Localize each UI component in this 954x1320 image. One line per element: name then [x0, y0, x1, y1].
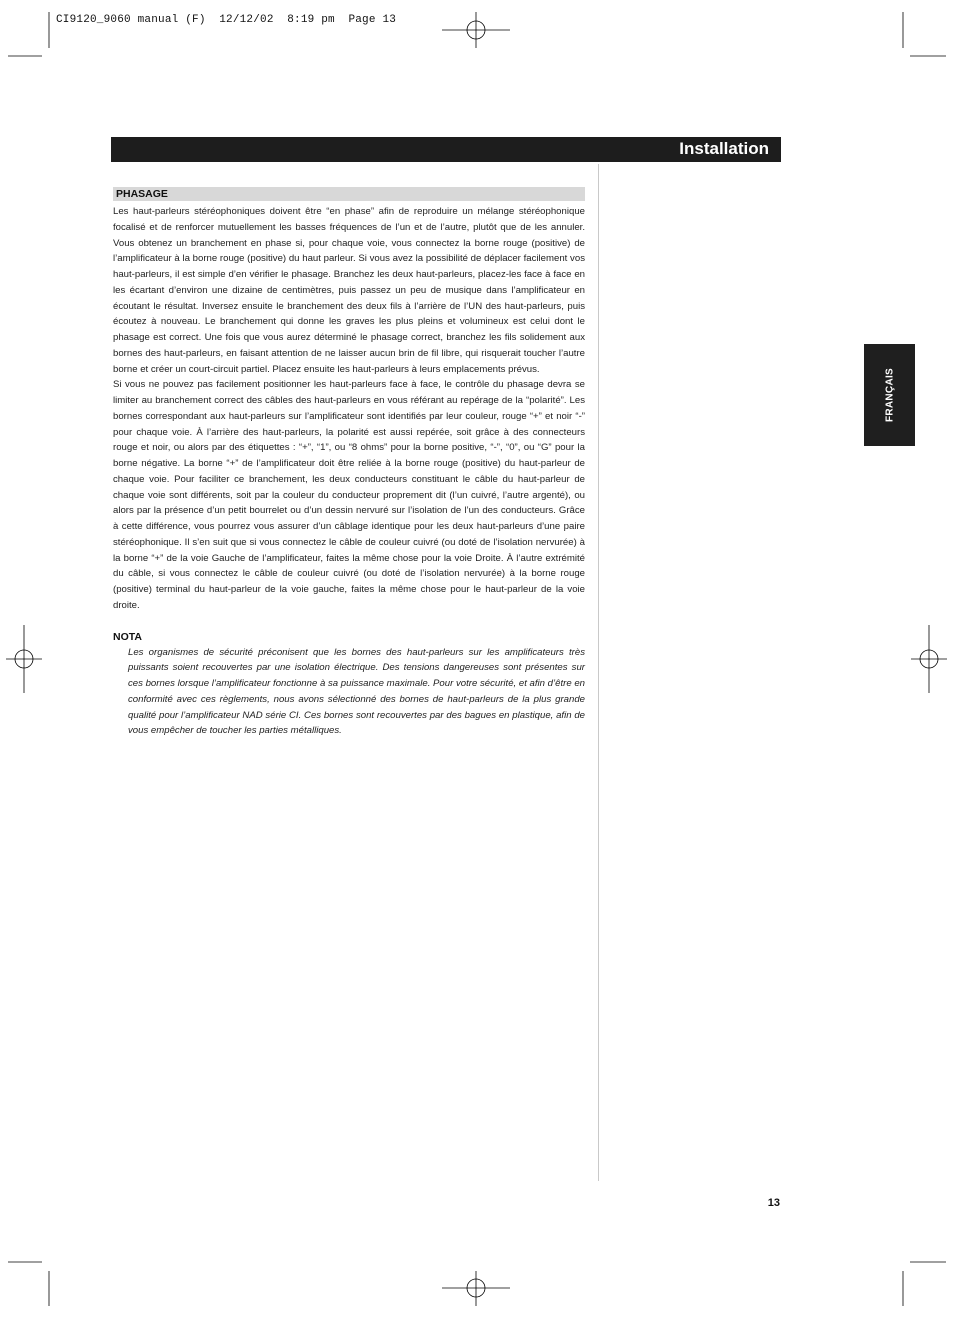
column-divider	[598, 164, 599, 1181]
body-paragraph: Les haut-parleurs stéréophoniques doivent être “en phase” afin de reproduire un mélange stéréophonique focalisé et de renforcer mutuellement les basses fréquences de l’un et de l’autre, plutôt que de les annuler. Vous obtenez un branchement en phase si, pour chaque voie, vous connectez la borne rouge (positive) de l’amplificateur à la borne rouge (positive) du haut parleur. Si vous avez la possibilité de déplacer facilement vos haut-parleurs, il est simple d’en vérifier le phasage. Branchez les deux haut-parleurs, placez-les face à face en les écartant d’environ une dizaine de centimètres, puis passez un peu de musique dans l’amplificateur en écoutant le résultat. Inversez ensuite le branchement des deux fils à l’arrière de l’UN des haut-parleurs, puis écoutez à nouveau. Le branchement qui donne les graves les plus pleins et volumineux est celui dont le phasage est correct. Une fois que vous aurez déterminé le phasage correct, branchez les fils solidement aux bornes des haut-parleurs, en faisant attention de ne laisser aucun brin de fil libre, qui risquerait toucher l’autre borne et créer un court-circuit partiel. Placez ensuite les haut-parleurs à leurs emplacements prévus.	[113, 206, 585, 375]
section-header-bar	[111, 137, 781, 162]
section-heading: PHASAGE	[113, 187, 585, 201]
page-title: Installation	[679, 139, 769, 158]
note-text: Les organismes de sécurité préconisent que les bornes des haut-parleurs sur les amplificateurs très puissants soient recouvertes par une isolation électrique. Des tensions dangereuses sont présentes sur ces bornes lorsque l’amplificateur fonctionne à sa puissance maximale. Pour votre sécurité, et afin d’être en conformité avec ces règlements, nous avons sélectionné des bornes de haut-parleurs de la plus grande qualité pour l’amplificateur NAD série CI. Ces bornes sont recouvertes par des bagues en plastique, afin de vous empêcher de toucher les parties métalliques.	[128, 646, 586, 737]
language-tab	[864, 344, 915, 446]
note-heading: NOTA	[113, 630, 142, 643]
page-number: 13	[767, 1197, 780, 1209]
print-slug: CI9120_9060 manual (F) 12/12/02 8:19 pm Page 13	[56, 14, 397, 26]
body-paragraph: Si vous ne pouvez pas facilement positionner les haut-parleurs face à face, le contrôle du phasage devra se limiter au branchement correct des câbles des haut-parleurs en vous référant au repérage de la “polarité”. Les bornes correspondant aux haut-parleurs sur l’amplificateur sont identifiés par leur couleur, rouge “+” et noir “-” pour chaque voie. À l’arrière des haut-parleurs, la polarité est aussi repérée, soit grâce à des connecteurs rouge et noir, ou alors par des étiquettes : “+”, “1”, ou “8 ohms” pour la borne positive, “-”, “0”, ou “G” pour la borne négative. La borne “+” de l’amplificateur doit être reliée à la borne rouge (positive) du haut-parleur de chaque voie. Pour faciliter ce branchement, les deux conducteurs constituant le câble du haut-parleur de chaque voie sont différents, soit par la couleur du conducteur proprement dit (l’un cuivré, l’autre argenté), ou alors par la présence d’un petit bourrelet ou d’un dessin nervuré sur l’isolation de l’un des conducteurs. Grâce à cette différence, vous pourrez vous assurer d’un câblage identique pour les deux haut-parleurs d’une paire stéréophonique. Il s’en suit que si vous connectez le câble de couleur cuivré (ou doté de l’isolation nervurée) à la borne “+” de la voie Gauche de l’amplificateur, faites la même chose pour la voie Droite. À l’autre extrémité du câble, si vous connectez le câble de couleur cuivré (ou doté de l’isolation nervurée) à la borne rouge (positive) terminal du haut-parleur de la voie gauche, faites la même chose pour le haut-parleur de la voie droite.	[113, 379, 585, 611]
main-content	[113, 187, 585, 739]
language-tab-label: FRANÇAIS	[884, 367, 895, 423]
